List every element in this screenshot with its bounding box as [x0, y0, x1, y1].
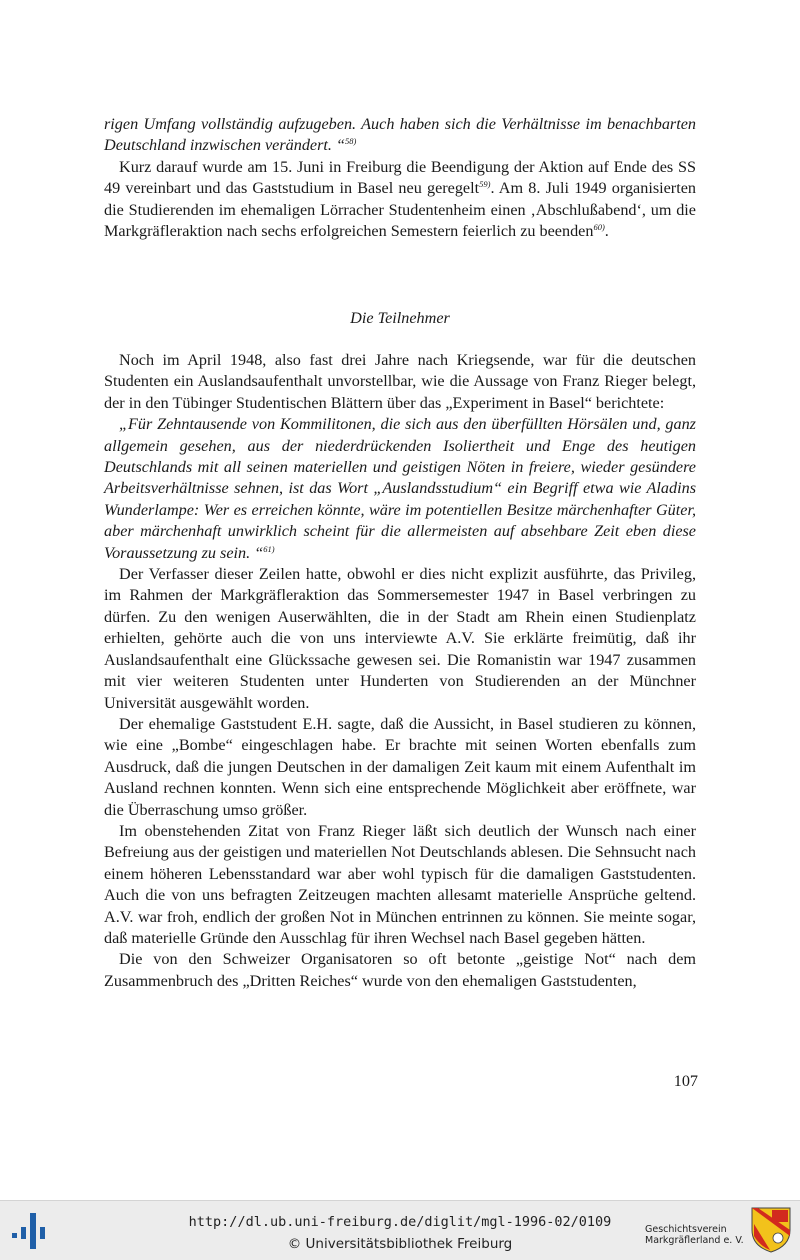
page-number: 107 [673, 1072, 698, 1090]
paragraph [104, 157, 696, 243]
block-quote [104, 414, 696, 564]
paragraph: Der ehemalige Gaststudent E.H. sagte, daß die Aussicht, in Basel studieren zu können, wie eine „Bombe“ eingeschlagen habe. Er brachte mit seinen Worten ebenfalls zum Ausdruck, daß die jungen Deutschen in der damaligen Zeit kaum mit einem Aufenthalt im Ausland rechnen konnten. Wenn sich eine entsprechende Möglichkeit aber eröffnete, war die Überraschung umso größer. [104, 714, 696, 819]
society-line: Markgräflerland e. V. [645, 1235, 744, 1246]
main-section [104, 350, 696, 992]
footnote-ref[interactable]: 61) [263, 543, 275, 554]
intro-quote-end [104, 114, 696, 157]
coat-of-arms-icon[interactable] [750, 1206, 792, 1254]
society-name [645, 1224, 744, 1246]
footnote-ref[interactable]: 60) [593, 222, 605, 233]
intro-section [104, 114, 696, 242]
intro-quote-text: rigen Umfang vollständig aufzugeben. Auch haben sich die Verhältnisse im benachbarten Deutschland inzwischen verändert. “ [104, 115, 696, 155]
paragraph-text: Kurz darauf wurde am 15. Juni in Freiburg die Beendigung der Aktion auf Ende des SS 49 vereinbart und das Gaststudium in Basel neu geregelt [104, 157, 696, 198]
paragraph: Die von den Schweizer Organisatoren so oft betonte „geistige Not“ nach dem Zusammenbruch des „Dritten Reiches“ wurde von den ehemaligen Gaststudenten, [104, 950, 696, 990]
paragraph: Im obenstehenden Zitat von Franz Rieger läßt sich deutlich der Wunsch nach einer Befreiung aus der geistigen und materiellen Not Deutschlands ablesen. Die Sehnsucht nach einem höheren Lebensstandard war aber wohl typisch für die damaligen Gaststudenten. Auch die von uns befragten Zeitzeugen machten allesamt materielle Ansprüche geltend. A.V. war froh, endlich der großen Not in München entrinnen zu können. Sie meinte sogar, daß materielle Gründe den Ausschlag für ihren Wechsel nach Basel gegeben hätten. [104, 821, 696, 947]
paragraph: Noch im April 1948, also fast drei Jahre nach Kriegsende, war für die deutschen Studenten ein Auslandsaufenthalt unvorstellbar, wie die Aussage von Franz Rieger belegt, der in den Tübinger Studentischen Blättern über das „Experiment in Basel“ berichtete: [104, 351, 696, 412]
section-heading: Die Teilnehmer [350, 309, 450, 327]
copyright-notice: © Universitätsbibliothek Freiburg [287, 1236, 513, 1252]
paragraph-text: . Am 8. Juli 1949 organisierten die Studierenden im ehemaligen Lörracher Studentenheim einen ‚Abschlußabend‘, um die Markgräfleraktion nach sechs erfolgreichen Semestern feierlich zu beenden [104, 179, 696, 241]
document-url-link[interactable]: http://dl.ub.uni-freiburg.de/diglit/mgl-1996-02/0109 [188, 1214, 612, 1230]
footnote-ref[interactable]: 59) [479, 179, 491, 190]
society-line: Geschichtsverein [645, 1224, 727, 1235]
quote-text: „Für Zehntausende von Kommilitonen, die sich aus den überfüllten Hörsälen und, ganz allgemein gesehen, aus der niederdrückenden Isoliertheit und Enge des heutigen Deutschlands mit all seinen materiellen und geistigen Nöten in freiere, wieder gesündere Arbeitsverhältnisse sehnen, ist das Wort „Auslandsstudium“ ein Begriff etwa wie Aladins Wunderlampe: Wer es erreichen könnte, wäre im potentiellen Besitze märchenhafter Güter, aber märchenhaft unwirklich scheint für die allermeisten auf absehbare Zeit eben diese Voraussetzung zu sein. “ [104, 415, 696, 562]
paragraph: Der Verfasser dieser Zeilen hatte, obwohl er dies nicht explizit ausführte, das Privileg, im Rahmen der Markgräfleraktion das Sommersemester 1947 in Basel verbringen zu dürfen. Zu den wenigen Auserwählten, die in der Stadt am Rhein einen Studienplatz erhielten, gehörte auch die von uns interviewte A.V. Sie erklärte freimütig, daß ihr Auslandsaufenthalt eine Glückssache gewesen sei. Die Romanistin war 1947 zusammen mit vier weiteren Studenten unter Hunderten von Studierenden an der Münchner Universität ausgewählt worden. [104, 565, 696, 712]
footnote-ref[interactable]: 58) [345, 136, 357, 147]
paragraph-text: . [604, 222, 609, 241]
